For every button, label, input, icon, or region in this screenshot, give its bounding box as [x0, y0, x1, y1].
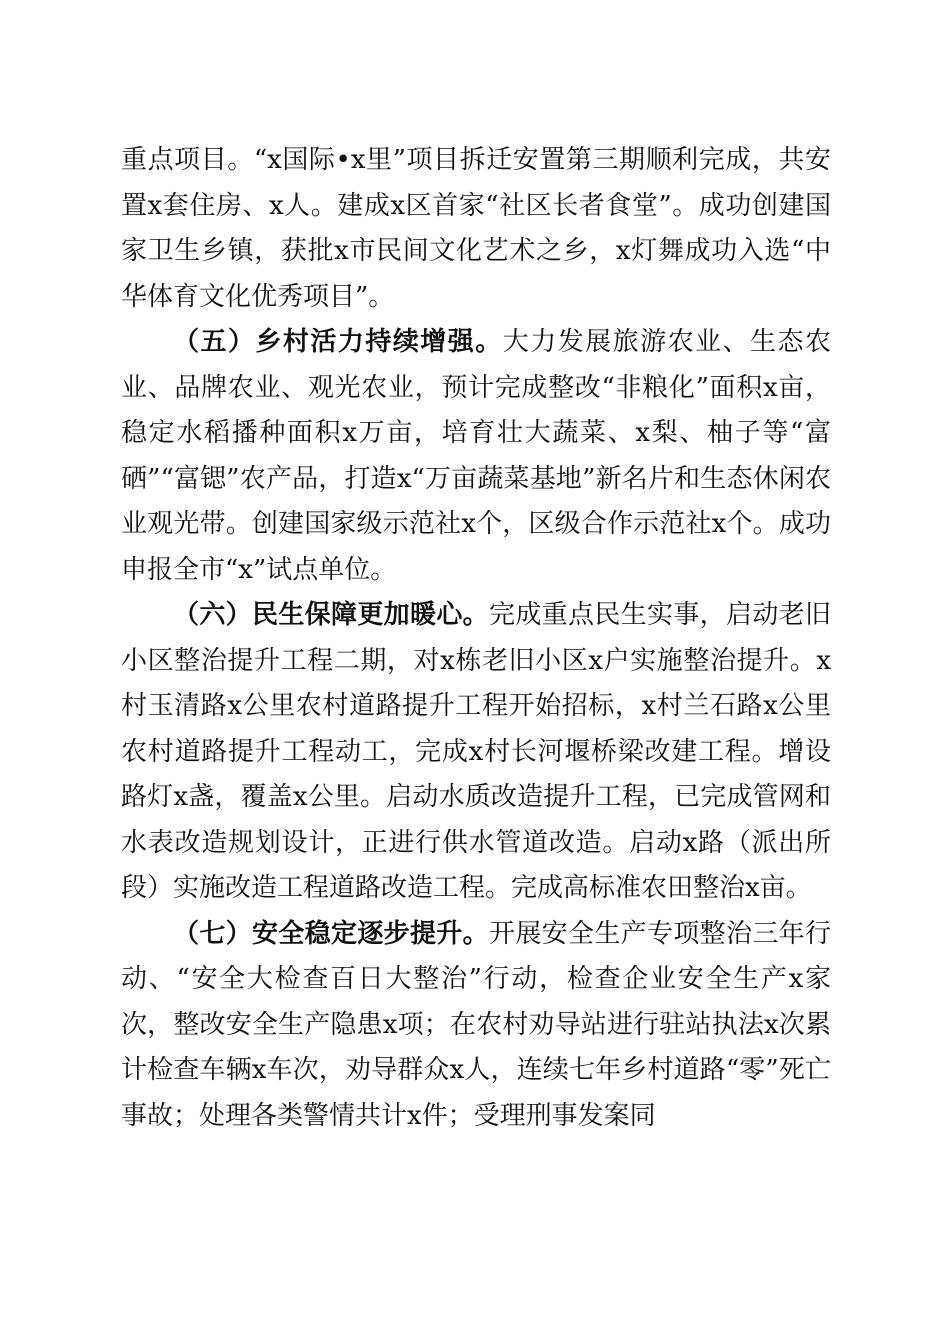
document-body [121, 138, 831, 1139]
paragraph-body: 开展安全生产专项整治三年行动、“安全大检查百日大整治”行动，检查企业安全生产x家次，整改安全生产隐患x项；在农村劝导站进行驻站执法x次累计检查车辆x车次，劝导群众x人，连续七年乡村道路“零”死亡事故；处理各类警情共计x件；受理刑事发案同 [121, 918, 831, 1131]
paragraph-body: 完成重点民生实事，启动老旧小区整治提升工程二期，对x栋老旧小区x户实施整治提升。x村玉清路x公里农村道路提升工程开始招标，x村兰石路x公里农村道路提升工程动工，完成x村长河堰桥梁改建工程。增设路灯x盏，覆盖x公里。启动水质改造提升工程，已完成管网和水表改造规划设计，正进行供水管道改造。启动x路（派出所段）实施改造工程道路改造工程。完成高标准农田整治x亩。 [121, 600, 831, 903]
paragraph-rural-vitality [121, 320, 831, 593]
paragraph-heading: （五）乡村活力持续增强。 [173, 327, 503, 357]
paragraph-continued [121, 138, 831, 320]
paragraph-heading: （七）安全稳定逐步提升。 [173, 918, 489, 949]
paragraph-safety [121, 912, 831, 1140]
paragraph-body: 重点项目。“x国际•x里”项目拆迁安置第三期顺利完成，共安置x套住房、x人。建成x区首家“社区长者食堂”。成功创建国家卫生乡镇，获批x市民间文化艺术之乡，x灯舞成功入选“中华体育文化优秀项目”。 [121, 145, 831, 312]
paragraph-heading: （六）民生保障更加暖心。 [173, 600, 489, 630]
paragraph-body: 大力发展旅游农业、生态农业、品牌农业、观光农业，预计完成整改“非粮化”面积x亩，稳定水稻播种面积x万亩，培育壮大蔬菜、x梨、柚子等“富硒”“富锶”农产品，打造x“万亩蔬菜基地”新名片和生态休闲农业观光带。创建国家级示范社x个，区级合作示范社x个。成功申报全市“x”试点单位。 [121, 327, 831, 585]
paragraph-livelihood [121, 593, 831, 912]
